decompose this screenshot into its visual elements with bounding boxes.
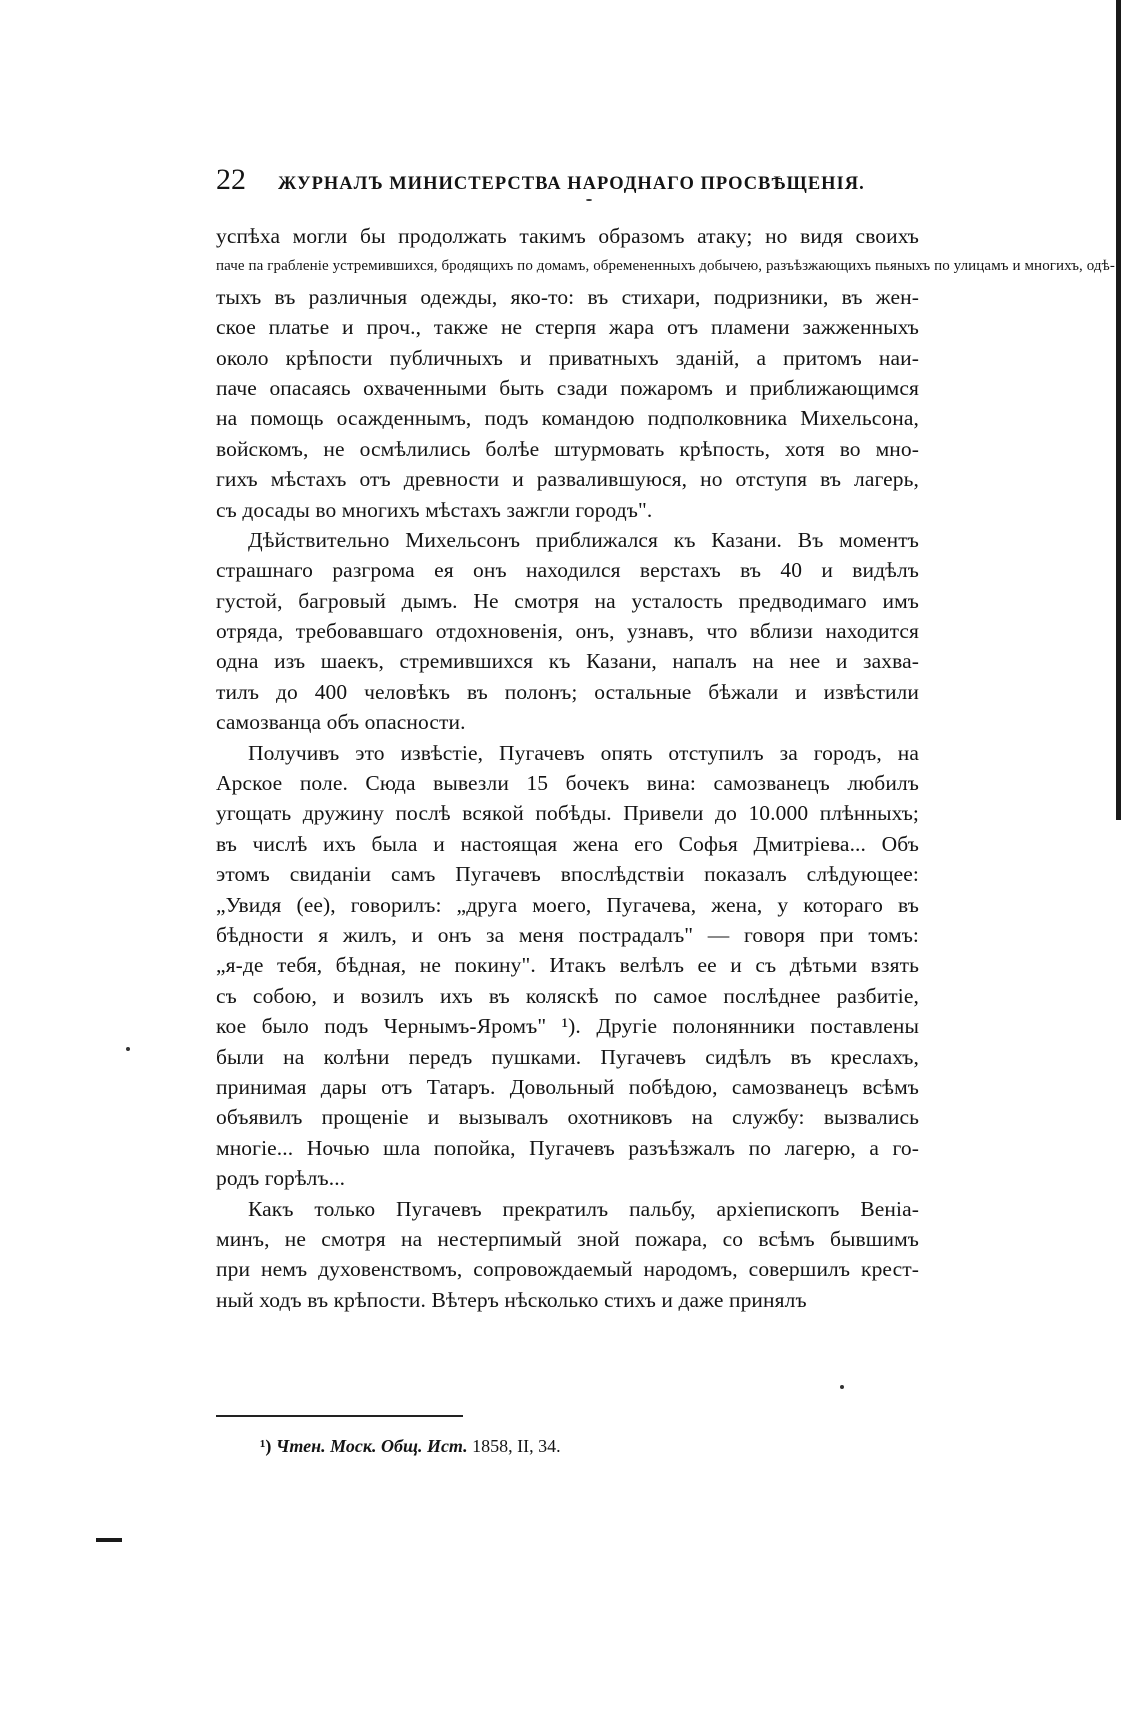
text-line: минъ, не смотря на нестерпимый зной пожара, со всѣмъ бывшимъ — [216, 1226, 919, 1251]
text-line: тилъ до 400 человѣкъ въ полонъ; остальные бѣжали и извѣстили — [216, 679, 919, 704]
text-line: войскомъ, не осмѣлились болѣе штурмовать крѣпость, хотя во мно- — [216, 436, 919, 461]
text-line: паче па грабленіе устремившихся, бродящихъ по домамъ, обремененныхъ добычею, разъѣзжающихъ пьяныхъ по улицамъ и многихъ, одѣ- — [216, 258, 1115, 275]
text-line: „я-де тебя, бѣдная, не покину". Итакъ велѣлъ ее и съ дѣтьми взять — [216, 953, 919, 978]
text-line: съ досады во многихъ мѣстахъ зажгли городъ". — [216, 497, 653, 522]
text-line: ный ходъ въ крѣпости. Вѣтеръ нѣсколько стихъ и даже принялъ — [216, 1287, 807, 1312]
text-line: гихъ мѣстахъ отъ древности и развалившуюся, но отступя въ лагерь, — [216, 467, 919, 492]
text-line: отряда, требовавшаго отдохновенія, онъ, узнавъ, что вблизи находится — [216, 619, 919, 644]
text-line: около крѣпости публичныхъ и приватныхъ зданій, а притомъ наи- — [216, 345, 919, 370]
footnote-marker: ¹) — [260, 1436, 272, 1456]
text-line: при немъ духовенствомъ, сопровождаемый народомъ, совершилъ крест- — [216, 1257, 919, 1282]
text-line: кое было подъ Чернымъ-Яромъ" ¹). Другіе полонянники поставлены — [216, 1014, 919, 1039]
text-line: паче опасаясь охваченными быть сзади пожаромъ и приближающимся — [216, 375, 919, 400]
page-number: 22 — [216, 163, 246, 196]
scan-speck — [840, 1385, 844, 1389]
paragraph — [216, 1194, 919, 1316]
text-line: этомъ свиданіи самъ Пугачевъ впослѣдствіи показалъ слѣдующее: — [216, 862, 919, 887]
text-line: Арское поле. Сюда вывезли 15 бочекъ вина: самозванецъ любилъ — [216, 771, 919, 796]
paragraph — [216, 221, 1115, 525]
text-line: ское платье и проч., также не стерпя жара отъ пламени зажженныхъ — [216, 315, 919, 340]
text-line: объявилъ прощеніе и вызывалъ охотниковъ на службу: вызвались — [216, 1105, 919, 1130]
text-line: „Увидя (ее), говорилъ: „друга моего, Пугачева, жена, у котораго въ — [216, 892, 919, 917]
scan-edge-shadow — [1116, 0, 1121, 820]
text-line: были на колѣни передъ пушками. Пугачевъ сидѣлъ въ креслахъ, — [216, 1044, 919, 1069]
text-line: страшнаго разгрома ея онъ находился верстахъ въ 40 и видѣлъ — [216, 558, 919, 583]
text-line: одна изъ шаекъ, стремившихся къ Казани, напалъ на нее и захва- — [216, 649, 919, 674]
text-line: Какъ только Пугачевъ прекратилъ пальбу, архіепископъ Веніа- — [248, 1196, 919, 1221]
footnote-rule — [216, 1415, 463, 1417]
text-line: угощать дружину послѣ всякой побѣды. Привели до 10.000 плѣнныхъ; — [216, 801, 919, 826]
footnote — [260, 1433, 561, 1459]
page-header — [216, 163, 919, 203]
text-line: родъ горѣлъ... — [216, 1166, 346, 1191]
scan-speck — [126, 1047, 130, 1051]
text-line: бѣдности я жилъ, и онъ за меня пострадалъ" — говоря при томъ: — [216, 922, 919, 947]
footnote-ref: 1858, II, 34. — [472, 1436, 561, 1456]
text-line: тыхъ въ различныя одежды, яко-то: въ стихари, подризники, въ жен- — [216, 284, 919, 309]
text-line: въ числѣ ихъ была и настоящая жена его Софья Дмитріева... Объ — [216, 831, 919, 856]
paragraph — [216, 738, 919, 1194]
text-line: самозванца объ опасности. — [216, 710, 466, 735]
scan-mark — [96, 1538, 122, 1542]
footnote-source: Чтен. Моск. Общ. Ист. — [275, 1436, 468, 1456]
text-line: многіе... Ночью шла попойка, Пугачевъ разъѣзжалъ по лагерю, а го- — [216, 1135, 919, 1160]
text-line: успѣха могли бы продолжать такимъ образомъ атаку; но видя своихъ — [216, 224, 919, 248]
text-line: принимая дары отъ Татаръ. Довольный побѣдою, самозванецъ всѣмъ — [216, 1074, 919, 1099]
text-line: съ собою, и возилъ ихъ въ коляскѣ по самое послѣднее разбитіе, — [216, 983, 919, 1008]
text-line: густой, багровый дымъ. Не смотря на усталость предводимаго имъ — [216, 588, 919, 613]
body-text — [216, 221, 1115, 1315]
text-line: на помощь осажденнымъ, подъ командою подполковника Михельсона, — [216, 406, 919, 431]
running-head: ЖУРНАЛЪ МИНИСТЕРСТВА НАРОДНАГО ПРОСВѢЩЕНІЯ. — [278, 174, 865, 194]
text-line: Получивъ это извѣстіе, Пугачевъ опять отступилъ за городъ, на — [248, 740, 919, 765]
text-line: Дѣйствительно Михельсонъ приближался къ Казани. Въ моментъ — [248, 527, 919, 552]
paragraph — [216, 525, 919, 738]
